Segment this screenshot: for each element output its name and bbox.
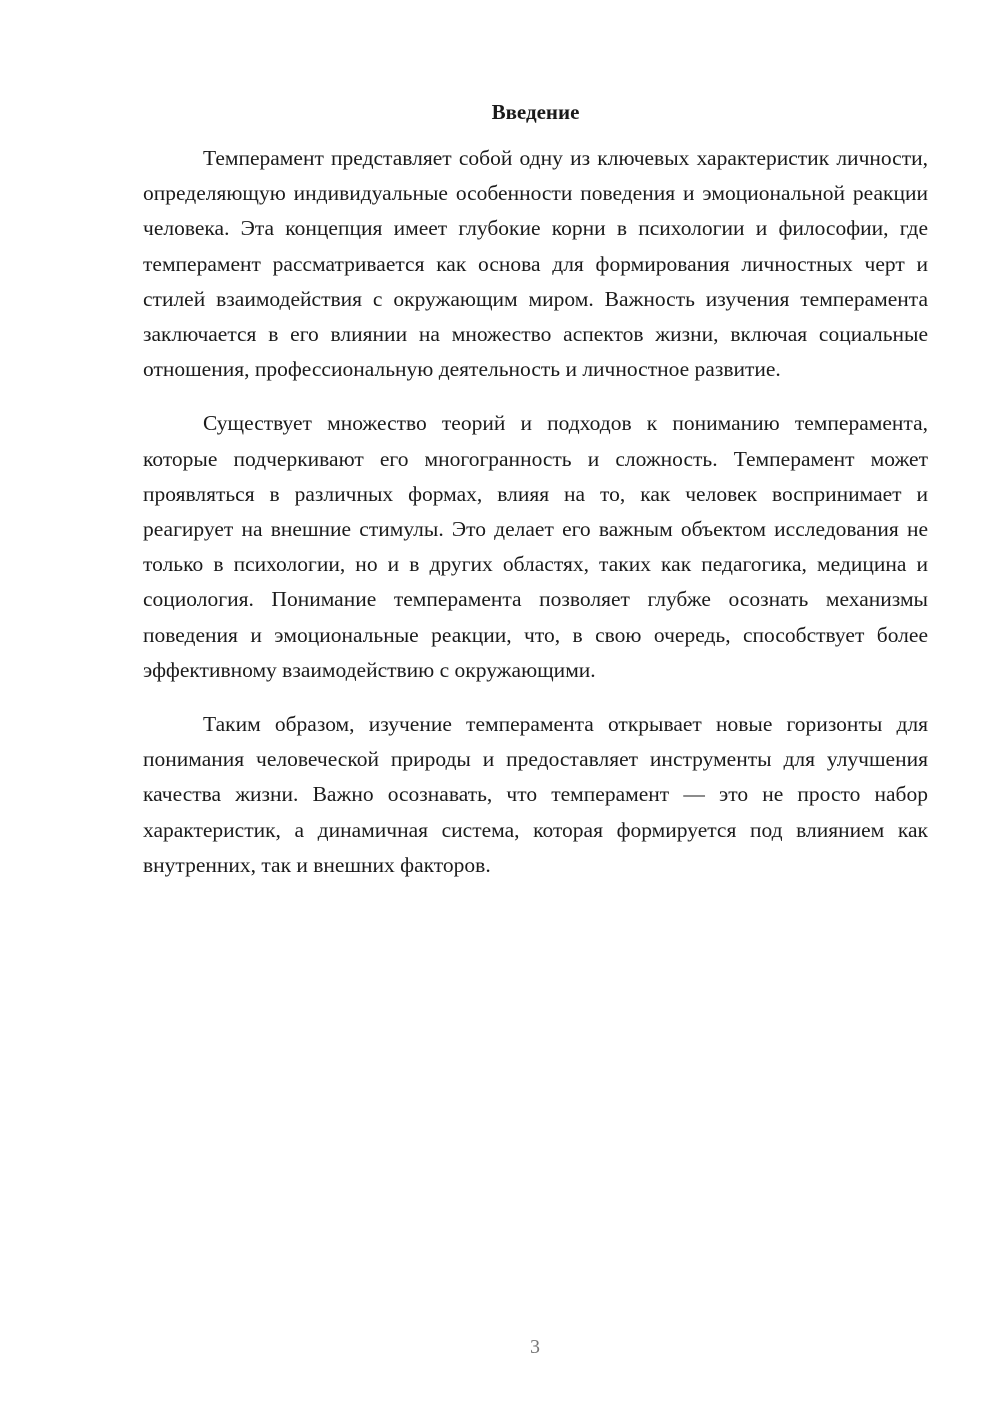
paragraph-2: Существует множество теорий и подходов к пониманию темперамента, которые подчеркивают его многогранность и сложность. Темперамент может проявляться в различных формах, влияя на то, как человек воспринимает и реагирует на внешние стимулы. Это делает его важным объектом исследования не только в психологии, но и в других областях, таких как педагогика, медицина и социология. Понимание темперамента позволяет глубже осознать механизмы поведения и эмоциональные реакции, что, в свою очередь, способствует более эффективному взаимодействию с окружающими. xyxy=(143,411,928,682)
page-number: 3 xyxy=(530,1336,540,1358)
paragraph-3: Таким образом, изучение темперамента открывает новые горизонты для понимания человеческой природы и предоставляет инструменты для улучшения качества жизни. Важно осознавать, что темперамент — это не просто набор характеристик, а динамичная система, которая формируется под влиянием как внутренних, так и внешних факторов. xyxy=(143,712,928,877)
body-text xyxy=(143,141,928,883)
section-title: Введение xyxy=(491,100,580,124)
paragraph-1: Темперамент представляет собой одну из ключевых характеристик личности, определяющую индивидуальные особенности поведения и эмоциональной реакции человека. Эта концепция имеет глубокие корни в психологии и философии, где темперамент рассматривается как основа для формирования личностных черт и стилей взаимодействия с окружающим миром. Важность изучения темперамента заключается в его влиянии на множество аспектов жизни, включая социальные отношения, профессиональную деятельность и личностное развитие. xyxy=(143,146,928,382)
